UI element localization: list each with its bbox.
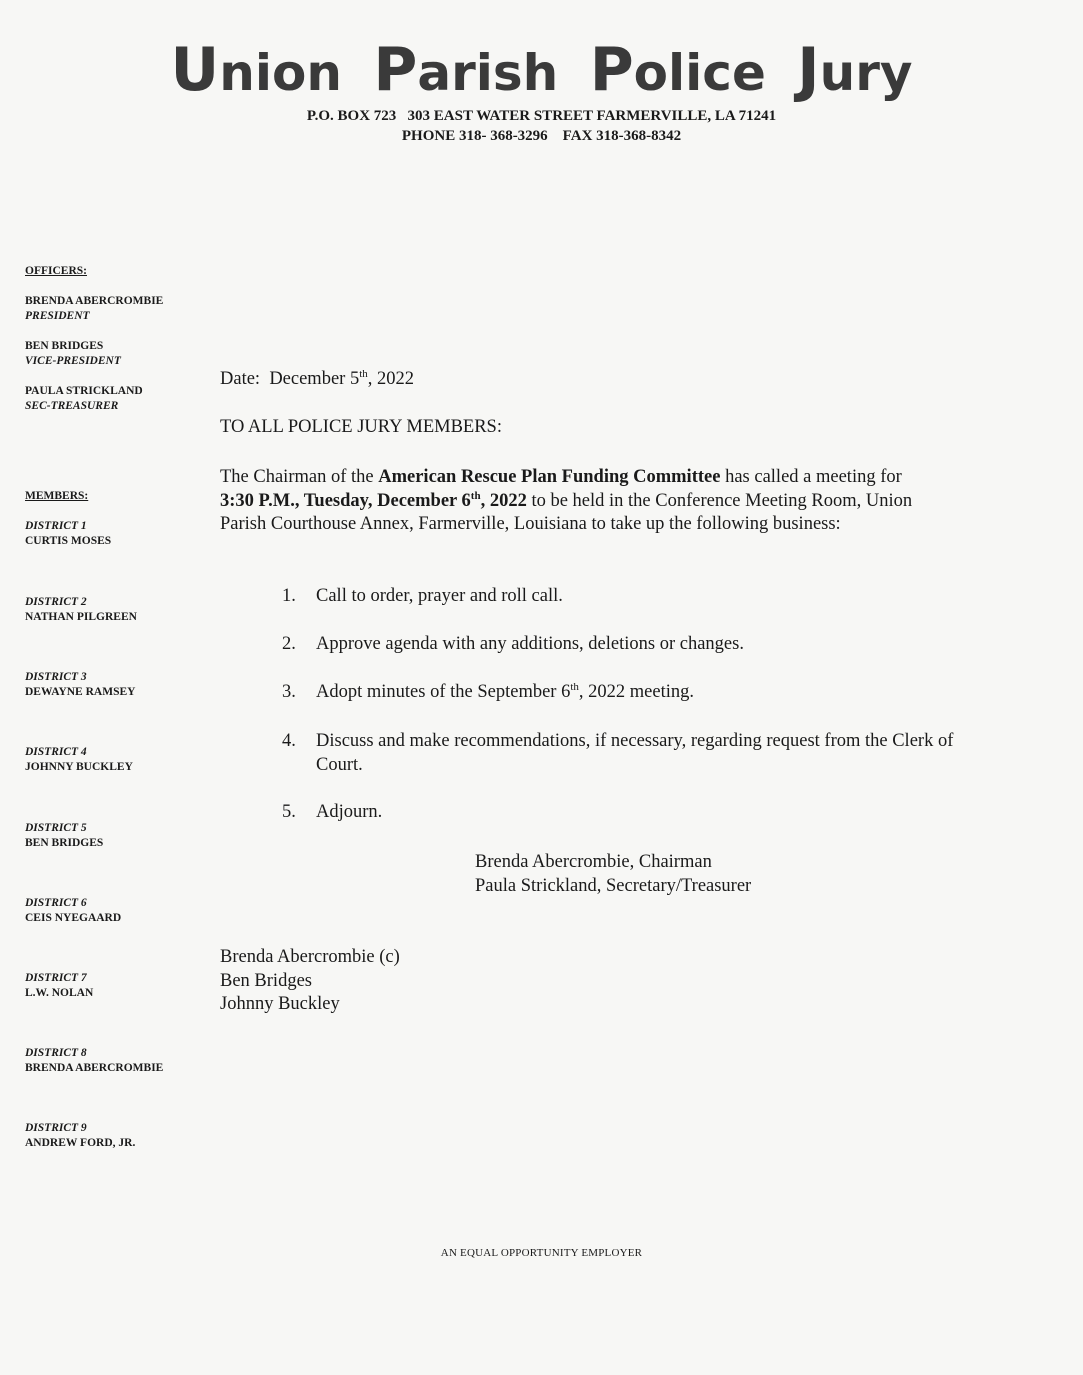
officer-entry: PAULA STRICKLAND SEC-TREASURER bbox=[25, 385, 143, 412]
member-entry: DISTRICT 2 NATHAN PILGREEN bbox=[25, 596, 137, 623]
committee-member: Johnny Buckley bbox=[220, 994, 340, 1014]
member-entry: DISTRICT 6 CEIS NYEGAARD bbox=[25, 897, 122, 924]
letter-page: Union Parish Police Jury P.O. BOX 723 303 EAST WATER STREET FARMERVILLE, LA 71241 PHONE 318- 368-3296 FAX 318-368-8342 OFFICERS: BRENDA ABERCROMBIE PRESIDENT BEN BRIDGES VICE-PRESIDENT PAULA STRICKLAND SEC-TREASURER MEMBERS: DISTRICT 1 CURTIS MOSES DISTRICT 2 NATHAN PILGREEN DISTRICT 3 DEWAYNE RAMSEY DISTRICT 4 JOHNNY BUCKLEY DISTRICT 5 BEN BRIDGES DISTRICT 6 CEIS NYEGAARD DISTRICT 7 L.W. NOLAN DISTRICT 8 BRENDA ABERCROMBIE DISTRICT 9 ANDREW FORD, JR. Date: December 5th, 2022 TO ALL POLICE JURY MEMBERS: The Chairman of the American Rescue Plan Funding Committee has called a meeting for 3:30 P.M., Tuesday, December 6th, 2022 to be held in the Conference Meeting Room, Union Parish Courthouse Annex, Farmerville, Louisiana to take up the following business: 1. Call to order, prayer and roll call. 2. Approve agenda with any additions, deletions or changes. 3. Adopt minutes of the September 6th, 2022 meeting. 4. Discuss and make recommendations, if necessary, regarding request from the Clerk of Court. 5. Adjourn. Brenda Abercrombie, Chairman Paula Strickland, Secretary/Treasurer Brenda Abercrombie (c) Ben Bridges Johnny Buckley AN EQUAL OPPORTUNITY EMPLOYER bbox=[0, 0, 1083, 1375]
committee-members-list bbox=[220, 946, 400, 1017]
officers-heading: OFFICERS: bbox=[25, 265, 87, 277]
title-word: Jury bbox=[797, 35, 913, 105]
title-word: Parish bbox=[373, 35, 559, 105]
signature-line: Brenda Abercrombie, Chairman bbox=[475, 852, 712, 872]
salutation: TO ALL POLICE JURY MEMBERS: bbox=[220, 417, 502, 437]
member-entry: DISTRICT 8 BRENDA ABERCROMBIE bbox=[25, 1047, 164, 1074]
signature-block bbox=[475, 851, 751, 898]
meeting-notice-paragraph: The Chairman of the American Rescue Plan Funding Committee has called a meeting for 3:30 P.M., Tuesday, December 6th, 2022 to be held in the Conference Meeting Room, Union Parish Courthouse Annex, Farmerville, Louisiana to take up the following business: bbox=[220, 467, 913, 534]
title-word: Police bbox=[589, 35, 766, 105]
member-entry: DISTRICT 7 L.W. NOLAN bbox=[25, 972, 94, 999]
member-entry: DISTRICT 5 BEN BRIDGES bbox=[25, 822, 104, 849]
member-entry: DISTRICT 1 CURTIS MOSES bbox=[25, 520, 112, 547]
member-entry: DISTRICT 9 ANDREW FORD, JR. bbox=[25, 1122, 136, 1149]
title-word: Union bbox=[170, 35, 342, 105]
member-entry: DISTRICT 3 DEWAYNE RAMSEY bbox=[25, 671, 136, 698]
members-heading: MEMBERS: bbox=[25, 490, 89, 502]
phone-fax-line: PHONE 318- 368-3296 FAX 318-368-8342 bbox=[401, 128, 682, 144]
committee-member: Ben Bridges bbox=[220, 970, 312, 991]
officer-entry: BRENDA ABERCROMBIE PRESIDENT bbox=[25, 295, 164, 322]
officer-entry: BEN BRIDGES VICE-PRESIDENT bbox=[25, 340, 121, 367]
signature-line: Paula Strickland, Secretary/Treasurer bbox=[475, 875, 752, 896]
letterhead-address bbox=[0, 106, 1083, 146]
committee-member: Brenda Abercrombie (c) bbox=[220, 947, 400, 967]
address-line: P.O. BOX 723 303 EAST WATER STREET FARMERVILLE, LA 71241 bbox=[306, 108, 777, 124]
footer-eoe: AN EQUAL OPPORTUNITY EMPLOYER bbox=[440, 1247, 643, 1259]
member-entry: DISTRICT 4 JOHNNY BUCKLEY bbox=[25, 746, 133, 773]
letter-date: Date: December 5th, 2022 bbox=[220, 367, 415, 389]
letterhead-title bbox=[0, 35, 1083, 105]
